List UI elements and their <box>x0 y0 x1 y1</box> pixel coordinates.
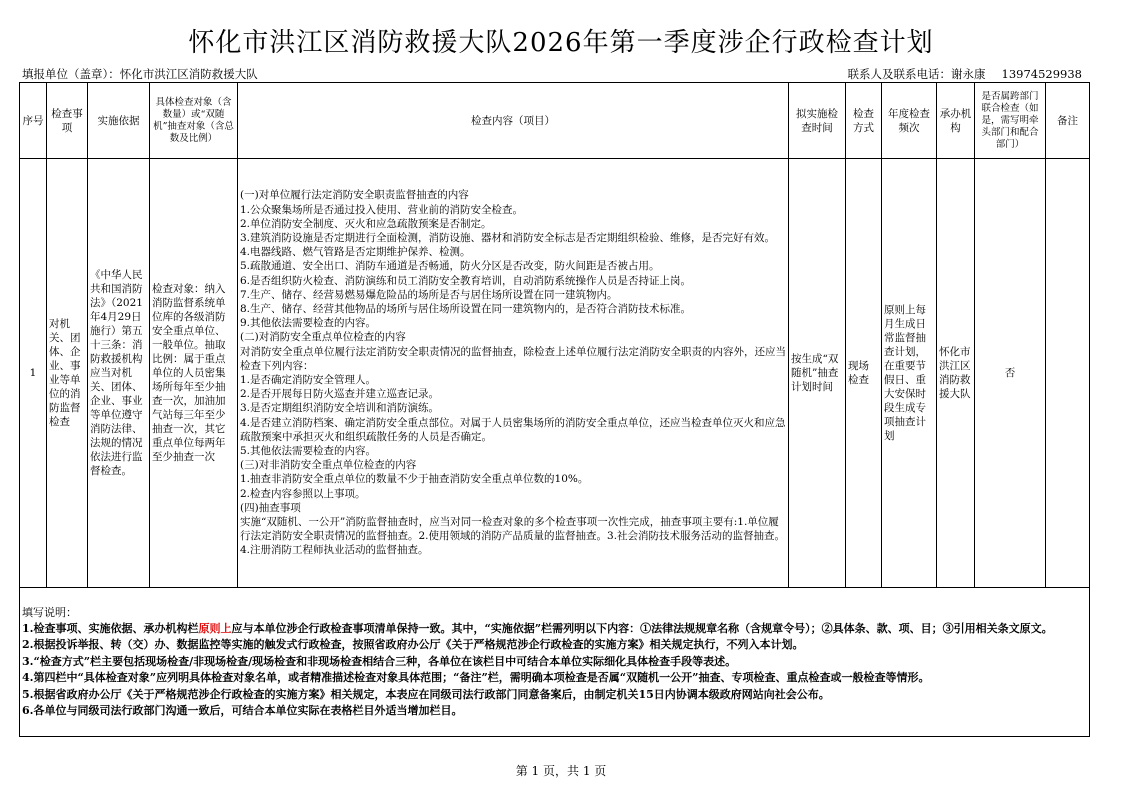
content-line: 3.建筑消防设施是否定期进行全面检测，消防设施、器材和消防安全标志是否定期组织检验、维修，是否完好有效。 <box>240 231 776 244</box>
note-6: 6.各单位与同级司法行政部门沟通一致后，可结合本单位实际在表格栏目外适当增加栏目。 <box>22 704 463 718</box>
page-number: 第 1 页，共 1 页 <box>515 764 607 778</box>
contact-phone: 13974529938 <box>1001 67 1082 81</box>
content-line: 3.是否定期组织消防安全培训和消防演练。 <box>240 402 440 415</box>
reporting-unit-label: 填报单位（盖章）： <box>22 67 120 81</box>
note-1-pre: 1.检查事项、实施依据、承办机构栏 <box>22 621 199 635</box>
cell-content <box>238 159 789 588</box>
note-1-post: 应与本单位涉企行政检查事项清单保持一致。其中，“实施依据”栏需列明以下内容：①法律法规规章名称（含规章令号）；②具体条、款、项、目；③引用相关条文原文。 <box>231 621 1053 635</box>
cell-agency: 怀化市洪江区消防救援大队 <box>937 159 975 588</box>
cell-frequency: 原则上每月生成日常监督抽查计划，在重要节假日、重大安保时段生成专项抽查计划 <box>882 159 937 588</box>
content-line: (三)对非消防安全重点单位检查的内容 <box>240 459 417 472</box>
contact-label: 联系人及联系电话： <box>847 67 952 81</box>
content-line: 对消防安全重点单位履行法定消防安全职责情况的监督抽查，除检查上述单位履行法定消防安全职责的内容外，还应当检查下列内容： <box>240 345 786 372</box>
content-line: 1.公众聚集场所是否通过投入使用、营业前的消防安全检查。 <box>240 203 524 216</box>
content-line: 4.是否建立消防档案、确定消防安全重点部位。对属于人员密集场所的消防安全重点单位，还应当检查单位灭火和应急疏散预案中承担灭火和组织疏散任务的人员是否确定。 <box>240 416 786 443</box>
header-agency: 承办机构 <box>937 83 975 159</box>
content-line: 5.疏散通道、安全出口、消防车通道是否畅通，防火分区是否改变，防火间距是否被占用。 <box>240 260 660 273</box>
header-item: 检查事项 <box>47 83 88 159</box>
content-line: 8.生产、储存、经营其他物品的场所与居住场所设置在同一建筑物内的，是否符合消防技术标准。 <box>240 302 692 315</box>
inspection-plan-table <box>19 82 1090 737</box>
header-content: 检查内容（项目） <box>238 83 789 159</box>
header-basis: 实施依据 <box>88 83 150 159</box>
cell-objects: 检查对象：纳入消防监督系统单位库的各级消防安全重点单位、一般单位。抽取比例：属于重点单位的人员密集场所每年至少抽查一次，加油加气站每三年至少抽查一次，其它重点单位每两年至少抽查一次 <box>150 159 238 588</box>
page-title: 怀化市洪江区消防救援大队2026年第一季度涉企行政检查计划 <box>188 28 934 58</box>
contact-name: 谢永康 <box>951 67 986 81</box>
content-line: 5.其他依法需要检查的内容。 <box>240 445 377 458</box>
note-5: 5.根据省政府办公厅《关于严格规范涉企行政检查的实施方案》相关规定，本表应在同级司法行政部门同意备案后，由制定机关15日内协调本级政府网站向社会公布。 <box>22 687 830 701</box>
note-3: 3.“检查方式”栏主要包括现场检查/非现场检查/现场检查和非现场检查相结合三种，各单位在该栏目中可结合本单位实际细化具体检查手段等表述。 <box>22 654 737 668</box>
note-1-highlight: 原则上 <box>198 621 232 635</box>
content-line: 1.抽查非消防安全重点单位的数量不少于抽查消防安全重点单位数的10%。 <box>240 473 589 486</box>
note-4: 4.第四栏中“具体检查对象”应列明具体检查对象名单，或者精准描述检查对象具体范围；“备注”栏，需明确本项检查是否属“双随机一公开”抽查、专项检查、重点检查或一般检查等情形。 <box>22 671 930 685</box>
content-line: (一)对单位履行法定消防安全职责监督抽查的内容 <box>240 189 469 202</box>
content-line: 2.检查内容参照以上事项。 <box>240 487 366 500</box>
content-line: 4.电器线路、燃气管路是否定期维护保养、检测。 <box>240 246 471 259</box>
notes-row <box>20 588 1090 737</box>
cell-seq: 1 <box>20 159 47 588</box>
table-row <box>20 159 1090 588</box>
notes-cell <box>20 588 1090 737</box>
notes-title: 填写说明： <box>22 605 77 619</box>
contact-info <box>848 66 1082 82</box>
content-line: 2.是否开展每日防火巡查并建立巡查记录。 <box>240 388 440 401</box>
note-1 <box>22 621 1087 637</box>
note-2: 2.根据投诉举报、转（交）办、数据监控等实施的触发式行政检查，按照省政府办公厅《关于严格规范涉企行政检查的实施方案》相关规定执行，不列入本计划。 <box>22 638 804 652</box>
header-frequency: 年度检查频次 <box>882 83 937 159</box>
content-line: (二)对消防安全重点单位检查的内容 <box>240 331 406 344</box>
header-seq: 序号 <box>20 83 47 159</box>
content-line: (四)抽查事项 <box>240 501 301 514</box>
cell-joint: 否 <box>975 159 1046 588</box>
header-time: 拟实施检查时间 <box>789 83 846 159</box>
reporting-unit-name: 怀化市洪江区消防救援大队 <box>119 67 258 81</box>
header-remarks: 备注 <box>1046 83 1090 159</box>
content-line: 2.单位消防安全制度、灭火和应急疏散预案是否制定。 <box>240 217 492 230</box>
cell-time: 按生成“双随机”抽查计划时间 <box>789 159 846 588</box>
header-method: 检查方式 <box>846 83 882 159</box>
header-objects: 具体检查对象（含数量）或“双随机”抽查对象（含总数及比例） <box>150 83 238 159</box>
reporting-unit <box>22 66 258 82</box>
content-line: 6.是否组织防火检查、消防演练和员工消防安全教育培训，自动消防系统操作人员是否持证上岗。 <box>240 274 692 287</box>
cell-item: 对机关、团体、企业、事业等单位的消防监督检查 <box>47 159 88 588</box>
header-joint: 是否属跨部门联合检查（如是，需写明牵头部门和配合部门） <box>975 83 1046 159</box>
content-line: 9.其他依法需要检查的内容。 <box>240 317 377 330</box>
content-line: 实施“双随机、一公开”消防监督抽查时，应当对同一检查对象的多个检查事项一次性完成，抽查事项主要有:1.单位履行法定消防安全职责情况的监督抽查。2.使用领域的消防产品质量的监督抽查。3.社会消防技术服务活动的监督抽查。4.注册消防工程师执业活动的监督抽查。 <box>240 516 786 557</box>
header-row <box>20 83 1090 159</box>
content-line: 1.是否确定消防安全管理人。 <box>240 374 377 386</box>
cell-basis: 《中华人民共和国消防法》（2021年4月29日施行）第五十三条：消防救援机构应当对机关、团体、企业、事业等单位遵守消防法律、法规的情况依法进行监督检查。 <box>88 159 150 588</box>
content-line: 7.生产、储存、经营易燃易爆危险品的场所是否与居住场所设置在同一建筑物内。 <box>240 288 618 301</box>
cell-method: 现场检查 <box>846 159 882 588</box>
cell-remarks <box>1046 159 1090 588</box>
